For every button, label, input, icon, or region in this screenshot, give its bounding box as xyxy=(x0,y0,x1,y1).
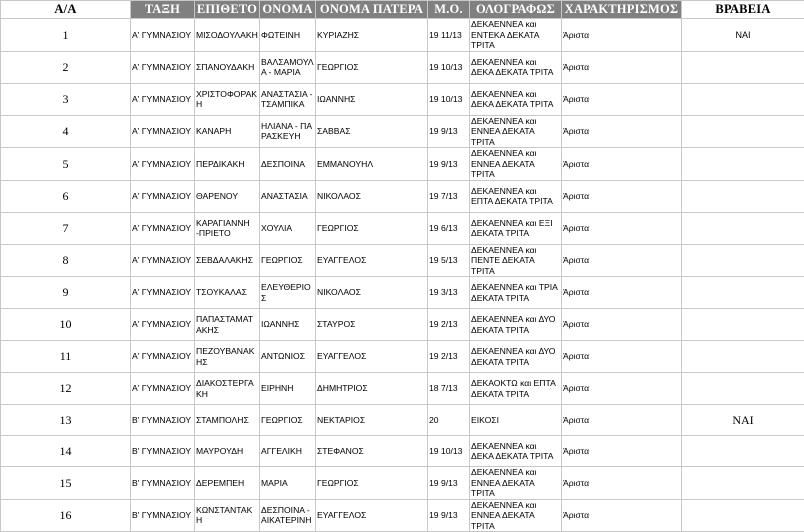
cell-onoma: ΔΕΣΠΟΙΝΑ - ΑΙΚΑΤΕΡΙΝΗ xyxy=(260,499,316,532)
cell-taxi: Α' ΓΥΜΝΑΣΙΟΥ xyxy=(131,148,195,181)
cell-olografos: ΔΕΚΑΕΝΝΕΑ και ΕΝΝΕΑ ΔΕΚΑΤΑ ΤΡΙΤΑ xyxy=(470,499,562,532)
cell-onoma: ΑΝΤΩΝΙΟΣ xyxy=(260,341,316,373)
cell-taxi: Β' ΓΥΜΝΑΣΙΟΥ xyxy=(131,499,195,532)
header-onoma: ΟΝΟΜΑ xyxy=(260,1,316,19)
cell-vraveio xyxy=(682,244,804,277)
cell-xaraktirismos: Άριστα xyxy=(562,499,682,532)
cell-eponymo: ΜΙΣΟΔΟΥΛΑΚΗ xyxy=(195,19,260,52)
cell-vraveio xyxy=(682,212,804,244)
cell-aa: 8 xyxy=(1,244,131,277)
cell-onoma-patera: ΓΕΩΡΓΙΟΣ xyxy=(316,51,428,83)
cell-aa: 10 xyxy=(1,309,131,341)
cell-taxi: Α' ΓΥΜΝΑΣΙΟΥ xyxy=(131,212,195,244)
cell-onoma: ΦΩΤΕΙΝΗ xyxy=(260,19,316,52)
table-row xyxy=(1,277,804,309)
cell-taxi: Α' ΓΥΜΝΑΣΙΟΥ xyxy=(131,115,195,148)
cell-eponymo: ΣΕΒΔΑΛΑΚΗΣ xyxy=(195,244,260,277)
cell-mo: 19 10/13 xyxy=(428,51,470,83)
cell-vraveio: ΝΑΙ xyxy=(682,19,804,52)
cell-onoma-patera: ΙΩΑΝΝΗΣ xyxy=(316,83,428,115)
cell-mo: 19 10/13 xyxy=(428,436,470,467)
cell-mo: 20 xyxy=(428,405,470,436)
cell-onoma: ΜΑΡΙΑ xyxy=(260,467,316,500)
cell-taxi: Α' ΓΥΜΝΑΣΙΟΥ xyxy=(131,180,195,212)
cell-taxi: Α' ΓΥΜΝΑΣΙΟΥ xyxy=(131,244,195,277)
cell-olografos: ΔΕΚΑΕΝΝΕΑ και ΠΕΝΤΕ ΔΕΚΑΤΑ ΤΡΙΤΑ xyxy=(470,244,562,277)
cell-xaraktirismos: Άριστα xyxy=(562,436,682,467)
cell-onoma-patera: ΕΜΜΑΝΟΥΗΛ xyxy=(316,148,428,181)
cell-eponymo: ΚΑΝΑΡΗ xyxy=(195,115,260,148)
cell-aa: 5 xyxy=(1,148,131,181)
cell-onoma: ΗΛΙΑΝΑ - ΠΑΡΑΣΚΕΥΗ xyxy=(260,115,316,148)
cell-vraveio xyxy=(682,277,804,309)
table-row xyxy=(1,212,804,244)
cell-mo: 18 7/13 xyxy=(428,373,470,405)
cell-olografos: ΕΙΚΟΣΙ xyxy=(470,405,562,436)
cell-olografos: ΔΕΚΑΕΝΝΕΑ και ΕΝΝΕΑ ΔΕΚΑΤΑ ΤΡΙΤΑ xyxy=(470,148,562,181)
table-row xyxy=(1,180,804,212)
cell-eponymo: ΠΕΖΟΥΒΑΝΑΚΗΣ xyxy=(195,341,260,373)
cell-taxi: Α' ΓΥΜΝΑΣΙΟΥ xyxy=(131,19,195,52)
cell-vraveio xyxy=(682,115,804,148)
cell-onoma: ΒΑΛΣΑΜΟΥΛΑ - ΜΑΡΙΑ xyxy=(260,51,316,83)
table-row xyxy=(1,83,804,115)
cell-onoma-patera: ΝΕΚΤΑΡΙΟΣ xyxy=(316,405,428,436)
cell-aa: 2 xyxy=(1,51,131,83)
table-row xyxy=(1,19,804,52)
cell-aa: 6 xyxy=(1,180,131,212)
cell-taxi: Α' ΓΥΜΝΑΣΙΟΥ xyxy=(131,83,195,115)
header-xaraktirismos: ΧΑΡΑΚΤΗΡΙΣΜΟΣ xyxy=(562,1,682,19)
header-onoma-patera: ΟΝΟΜΑ ΠΑΤΕΡΑ xyxy=(316,1,428,19)
cell-aa: 7 xyxy=(1,212,131,244)
cell-onoma-patera: ΚΥΡΙΑΖΗΣ xyxy=(316,19,428,52)
table-row xyxy=(1,467,804,500)
cell-onoma: ΓΕΩΡΓΙΟΣ xyxy=(260,244,316,277)
cell-eponymo: ΜΑΥΡΟΥΔΗ xyxy=(195,436,260,467)
header-olografos: ΟΛΟΓΡΑΦΩΣ xyxy=(470,1,562,19)
cell-olografos: ΔΕΚΑΟΚΤΩ και ΕΠΤΑ ΔΕΚΑΤΑ ΤΡΙΤΑ xyxy=(470,373,562,405)
cell-aa: 16 xyxy=(1,499,131,532)
cell-xaraktirismos: Άριστα xyxy=(562,341,682,373)
cell-olografos: ΔΕΚΑΕΝΝΕΑ και ΕΝΝΕΑ ΔΕΚΑΤΑ ΤΡΙΤΑ xyxy=(470,467,562,500)
header-eponymo: ΕΠΙΘΕΤΟ xyxy=(195,1,260,19)
cell-onoma-patera: ΕΥΑΓΓΕΛΟΣ xyxy=(316,244,428,277)
cell-taxi: Α' ΓΥΜΝΑΣΙΟΥ xyxy=(131,341,195,373)
cell-eponymo: ΠΕΡΔΙΚΑΚΗ xyxy=(195,148,260,181)
cell-aa: 13 xyxy=(1,405,131,436)
cell-xaraktirismos: Άριστα xyxy=(562,180,682,212)
cell-vraveio xyxy=(682,51,804,83)
cell-aa: 15 xyxy=(1,467,131,500)
table-row xyxy=(1,499,804,532)
cell-onoma: ΧΟΥΛΙΑ xyxy=(260,212,316,244)
cell-taxi: Α' ΓΥΜΝΑΣΙΟΥ xyxy=(131,277,195,309)
cell-olografos: ΔΕΚΑΕΝΝΕΑ και ΕΠΤΑ ΔΕΚΑΤΑ ΤΡΙΤΑ xyxy=(470,180,562,212)
cell-eponymo: ΤΣΟΥΚΑΛΑΣ xyxy=(195,277,260,309)
table-row xyxy=(1,373,804,405)
cell-vraveio xyxy=(682,148,804,181)
cell-onoma-patera: ΝΙΚΟΛΑΟΣ xyxy=(316,180,428,212)
table-row xyxy=(1,309,804,341)
table-row xyxy=(1,244,804,277)
table-row xyxy=(1,51,804,83)
cell-xaraktirismos: Άριστα xyxy=(562,244,682,277)
cell-xaraktirismos: Άριστα xyxy=(562,212,682,244)
cell-eponymo: ΚΩΝΣΤΑΝΤΑΚΗ xyxy=(195,499,260,532)
cell-xaraktirismos: Άριστα xyxy=(562,309,682,341)
cell-olografos: ΔΕΚΑΕΝΝΕΑ και ΕΝΝΕΑ ΔΕΚΑΤΑ ΤΡΙΤΑ xyxy=(470,115,562,148)
cell-onoma-patera: ΝΙΚΟΛΑΟΣ xyxy=(316,277,428,309)
cell-aa: 1 xyxy=(1,19,131,52)
table-row xyxy=(1,148,804,181)
cell-onoma: ΑΓΓΕΛΙΚΗ xyxy=(260,436,316,467)
cell-vraveio xyxy=(682,309,804,341)
cell-onoma-patera: ΕΥΑΓΓΕΛΟΣ xyxy=(316,499,428,532)
cell-mo: 19 9/13 xyxy=(428,115,470,148)
table-row xyxy=(1,341,804,373)
cell-onoma-patera: ΣΤΑΥΡΟΣ xyxy=(316,309,428,341)
cell-onoma: ΕΙΡΗΝΗ xyxy=(260,373,316,405)
cell-eponymo: ΚΑΡΑΓΙΑΝΝΗ -ΠΡΙΕΤΟ xyxy=(195,212,260,244)
cell-vraveio xyxy=(682,373,804,405)
cell-olografos: ΔΕΚΑΕΝΝΕΑ και ΔΥΟ ΔΕΚΑΤΑ ΤΡΙΤΑ xyxy=(470,341,562,373)
cell-onoma-patera: ΣΑΒΒΑΣ xyxy=(316,115,428,148)
cell-taxi: Α' ΓΥΜΝΑΣΙΟΥ xyxy=(131,309,195,341)
header-aa: Α/Α xyxy=(1,1,131,19)
cell-onoma-patera: ΔΗΜΗΤΡΙΟΣ xyxy=(316,373,428,405)
cell-xaraktirismos: Άριστα xyxy=(562,467,682,500)
cell-onoma: ΔΕΣΠΟΙΝΑ xyxy=(260,148,316,181)
cell-vraveio xyxy=(682,341,804,373)
cell-vraveio xyxy=(682,499,804,532)
cell-xaraktirismos: Άριστα xyxy=(562,115,682,148)
cell-onoma: ΑΝΑΣΤΑΣΙΑ xyxy=(260,180,316,212)
cell-mo: 19 3/13 xyxy=(428,277,470,309)
cell-vraveio xyxy=(682,467,804,500)
cell-eponymo: ΔΕΡΕΜΠΕΗ xyxy=(195,467,260,500)
cell-eponymo: ΣΤΑΜΠΟΛΗΣ xyxy=(195,405,260,436)
cell-aa: 3 xyxy=(1,83,131,115)
cell-aa: 4 xyxy=(1,115,131,148)
cell-vraveio xyxy=(682,180,804,212)
cell-mo: 19 9/13 xyxy=(428,499,470,532)
cell-olografos: ΔΕΚΑΕΝΝΕΑ και ΕΞΙ ΔΕΚΑΤΑ ΤΡΙΤΑ xyxy=(470,212,562,244)
header-taxi: ΤΑΞΗ xyxy=(131,1,195,19)
cell-eponymo: ΣΠΑΝΟΥΔΑΚΗ xyxy=(195,51,260,83)
cell-aa: 9 xyxy=(1,277,131,309)
cell-vraveio xyxy=(682,436,804,467)
cell-aa: 11 xyxy=(1,341,131,373)
cell-olografos: ΔΕΚΑΕΝΝΕΑ και ΔΕΚΑ ΔΕΚΑΤΑ ΤΡΙΤΑ xyxy=(470,436,562,467)
cell-olografos: ΔΕΚΑΕΝΝΕΑ και ΔΥΟ ΔΕΚΑΤΑ ΤΡΙΤΑ xyxy=(470,309,562,341)
cell-xaraktirismos: Άριστα xyxy=(562,373,682,405)
cell-taxi: Α' ΓΥΜΝΑΣΙΟΥ xyxy=(131,51,195,83)
cell-xaraktirismos: Άριστα xyxy=(562,83,682,115)
cell-taxi: Β' ΓΥΜΝΑΣΙΟΥ xyxy=(131,436,195,467)
cell-eponymo: ΧΡΙΣΤΟΦΟΡΑΚΗ xyxy=(195,83,260,115)
table-row xyxy=(1,405,804,436)
cell-xaraktirismos: Άριστα xyxy=(562,51,682,83)
cell-eponymo: ΠΑΠΑΣΤΑΜΑΤΑΚΗΣ xyxy=(195,309,260,341)
cell-onoma-patera: ΓΕΩΡΓΙΟΣ xyxy=(316,467,428,500)
cell-mo: 19 7/13 xyxy=(428,180,470,212)
cell-taxi: Β' ΓΥΜΝΑΣΙΟΥ xyxy=(131,405,195,436)
cell-onoma: ΕΛΕΥΘΕΡΙΟΣ xyxy=(260,277,316,309)
cell-xaraktirismos: Άριστα xyxy=(562,277,682,309)
cell-onoma: ΑΝΑΣΤΑΣΙΑ - ΤΣΑΜΠΙΚΑ xyxy=(260,83,316,115)
cell-mo: 19 2/13 xyxy=(428,341,470,373)
cell-onoma: ΙΩΑΝΝΗΣ xyxy=(260,309,316,341)
header-row xyxy=(1,1,804,19)
cell-aa: 14 xyxy=(1,436,131,467)
table-row xyxy=(1,115,804,148)
table-row xyxy=(1,436,804,467)
cell-xaraktirismos: Άριστα xyxy=(562,19,682,52)
cell-mo: 19 6/13 xyxy=(428,212,470,244)
cell-vraveio: ΝΑΙ xyxy=(682,405,804,436)
cell-onoma-patera: ΣΤΕΦΑΝΟΣ xyxy=(316,436,428,467)
cell-xaraktirismos: Άριστα xyxy=(562,405,682,436)
cell-mo: 19 5/13 xyxy=(428,244,470,277)
cell-onoma-patera: ΓΕΩΡΓΙΟΣ xyxy=(316,212,428,244)
cell-eponymo: ΘΑΡΕΝΟΥ xyxy=(195,180,260,212)
cell-mo: 19 9/13 xyxy=(428,467,470,500)
cell-olografos: ΔΕΚΑΕΝΝΕΑ και ΔΕΚΑ ΔΕΚΑΤΑ ΤΡΙΤΑ xyxy=(470,51,562,83)
cell-vraveio xyxy=(682,83,804,115)
cell-mo: 19 2/13 xyxy=(428,309,470,341)
cell-eponymo: ΔΙΑΚΟΣΤΕΡΓΑΚΗ xyxy=(195,373,260,405)
cell-mo: 19 11/13 xyxy=(428,19,470,52)
cell-olografos: ΔΕΚΑΕΝΝΕΑ και ΕΝΤΕΚΑ ΔΕΚΑΤΑ ΤΡΙΤΑ xyxy=(470,19,562,52)
cell-olografos: ΔΕΚΑΕΝΝΕΑ και ΔΕΚΑ ΔΕΚΑΤΑ ΤΡΙΤΑ xyxy=(470,83,562,115)
cell-mo: 19 9/13 xyxy=(428,148,470,181)
header-vraveia: ΒΡΑΒΕΙΑ xyxy=(682,1,804,19)
cell-taxi: Β' ΓΥΜΝΑΣΙΟΥ xyxy=(131,467,195,500)
cell-olografos: ΔΕΚΑΕΝΝΕΑ και ΤΡΙΑ ΔΕΚΑΤΑ ΤΡΙΤΑ xyxy=(470,277,562,309)
cell-onoma: ΓΕΩΡΓΙΟΣ xyxy=(260,405,316,436)
cell-xaraktirismos: Άριστα xyxy=(562,148,682,181)
cell-taxi: Α' ΓΥΜΝΑΣΙΟΥ xyxy=(131,373,195,405)
header-mo: Μ.Ο. xyxy=(428,1,470,19)
cell-aa: 12 xyxy=(1,373,131,405)
cell-onoma-patera: ΕΥΑΓΓΕΛΟΣ xyxy=(316,341,428,373)
cell-mo: 19 10/13 xyxy=(428,83,470,115)
